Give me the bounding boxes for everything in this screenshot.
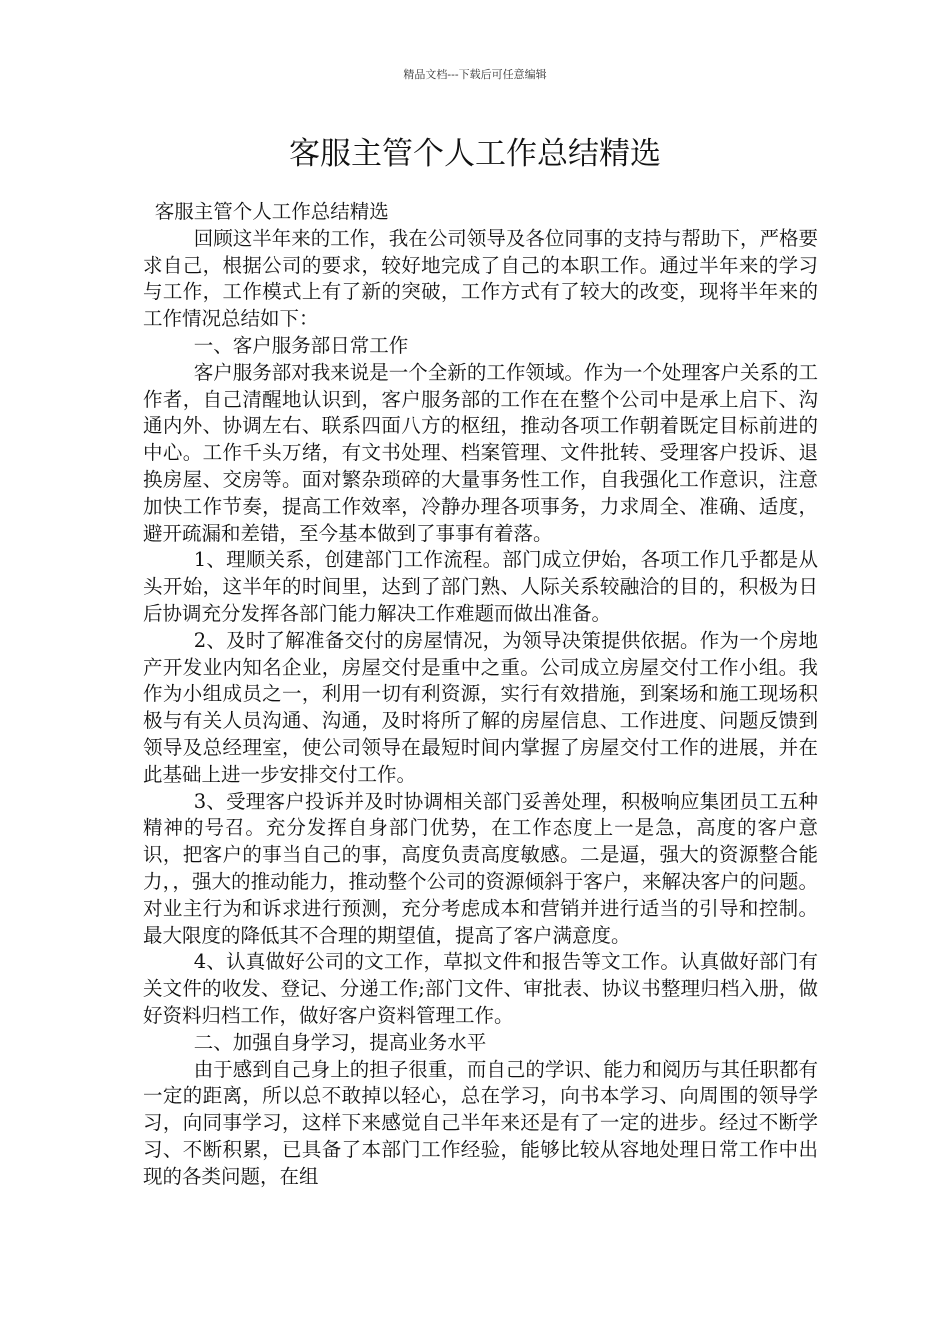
paragraph-section-1: 客户服务部对我来说是一个全新的工作领域。作为一个处理客户关系的工作者，自己清醒地认识到，客户服务部的工作在在整个公司中是承上启下、沟通内外、协调左右、联系四面八方的枢纽，推动各项工作朝着既定目标前进的中心。工作千头万绪，有文书处理、档案管理、文件批转、受理客户投诉、退换房屋、交房等。面对繁杂琐碎的大量事务性工作，自我强化工作意识，注意加快工作节奏，提高工作效率，冷静办理各项事务，力求周全、准确、适度，避开疏漏和差错，至今基本做到了事事有着落。 — [143, 360, 818, 545]
paragraph-item-3: 3、受理客户投诉并及时协调相关部门妥善处理，积极响应集团员工五种精神的号召。充分发挥自身部门优势，在工作态度上一是急，高度的客户意识，把客户的事当自己的事，高度负责高度敏感。二是逼，强大的资源整合能力，，强大的推动能力，推动整个公司的资源倾斜于客户，来解决客户的问题。对业主行为和诉求进行预测，充分考虑成本和营销并进行适当的引导和控制。最大限度的降低其不合理的期望值，提高了客户满意度。 — [143, 789, 818, 947]
body-subtitle: 客服主管个人工作总结精选 — [154, 200, 389, 223]
section-heading-1: 一、客户服务部日常工作 — [193, 333, 409, 357]
paragraph-section-2: 由于感到自己身上的担子很重，而自己的学识、能力和阅历与其任职都有一定的距离，所以总不敢掉以轻心，总在学习，向书本学习、向周围的领导学习，向同事学习，这样下来感觉自己半年来还是有了一定的进步。经过不断学习、不断积累，已具备了本部门工作经验，能够比较从容地处理日常工作中出现的各类问题，在组 — [143, 1057, 818, 1188]
document-body — [143, 199, 818, 1190]
document-title: 客服主管个人工作总结精选 — [289, 136, 661, 172]
paragraph-item-4: 4、认真做好公司的文工作，草拟文件和报告等文工作。认真做好部门有关文件的收发、登记、分递工作;部门文件、审批表、协议书整理归档入册，做好资料归档工作，做好客户资料管理工作。 — [143, 950, 818, 1027]
section-heading-2: 二、加强自身学习，提高业务水平 — [193, 1030, 487, 1054]
paragraph-intro: 回顾这半年来的工作，我在公司领导及各位同事的支持与帮助下，严格要求自己，根据公司的要求，较好地完成了自己的本职工作。通过半年来的学习与工作，工作模式上有了新的突破，工作方式有了较大的改变，现将半年来的工作情况总结如下： — [143, 226, 818, 331]
paragraph-item-1: 1、理顺关系，创建部门工作流程。部门成立伊始，各项工作几乎都是从头开始，这半年的时间里，达到了部门熟、人际关系较融洽的目的，积极为日后协调充分发挥各部门能力解决工作难题而做出准备。 — [143, 548, 818, 625]
paragraph-item-2: 2、及时了解准备交付的房屋情况，为领导决策提供依据。作为一个房地产开发业内知名企业，房屋交付是重中之重。公司成立房屋交付工作小组。我作为小组成员之一，利用一切有利资源，实行有效措施，到案场和施工现场积极与有关人员沟通、沟通，及时将所了解的房屋信息、工作进度、问题反馈到领导及总经理室，使公司领导在最短时间内掌握了房屋交付工作的进展，并在此基础上进一步安排交付工作。 — [143, 628, 818, 786]
header-note: 精品文档---下载后可任意编辑 — [403, 68, 547, 81]
